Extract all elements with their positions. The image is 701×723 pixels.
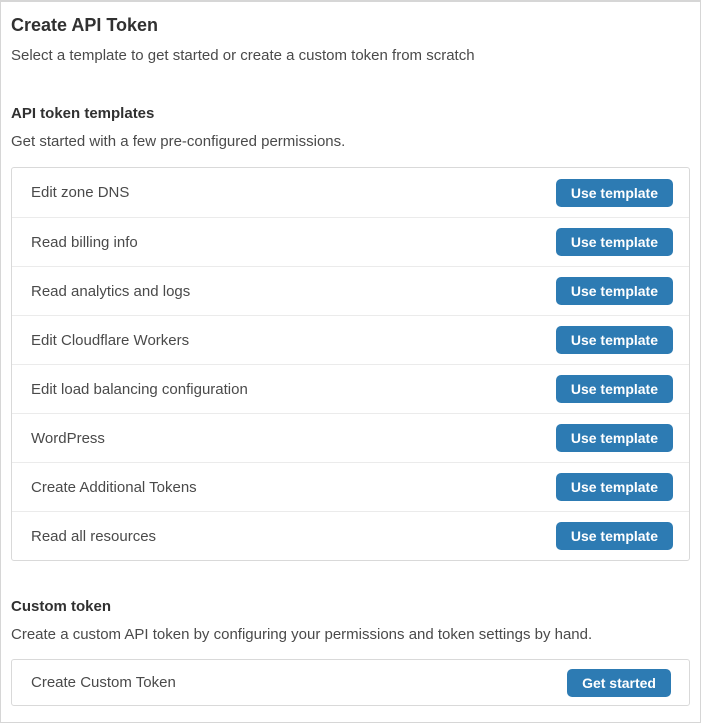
get-started-button[interactable]: Get started — [567, 669, 671, 697]
use-template-button[interactable]: Use template — [556, 277, 673, 305]
custom-token-section-heading: Custom token — [11, 598, 112, 615]
template-row-read-analytics-and-logs — [12, 266, 689, 315]
template-name: Read all resources — [31, 527, 157, 545]
template-row-create-additional-tokens — [12, 462, 689, 511]
template-row-read-billing-info — [12, 217, 689, 266]
template-list — [11, 167, 690, 561]
page-title: Create API Token — [11, 15, 159, 35]
template-row-read-all-resources — [12, 511, 689, 560]
template-row-edit-cloudflare-workers — [12, 315, 689, 364]
template-name: Read billing info — [31, 233, 138, 251]
page-subtitle: Select a template to get started or create a custom token from scratch — [11, 47, 475, 64]
template-row-edit-zone-dns — [12, 168, 689, 217]
create-custom-token-label: Create Custom Token — [31, 674, 176, 691]
template-name: Edit zone DNS — [31, 184, 130, 201]
use-template-button[interactable]: Use template — [556, 179, 673, 207]
template-row-wordpress — [12, 413, 689, 462]
template-name: WordPress — [31, 429, 105, 447]
use-template-button[interactable]: Use template — [556, 228, 673, 256]
use-template-button[interactable]: Use template — [556, 522, 673, 550]
template-name: Create Additional Tokens — [31, 478, 197, 496]
template-name: Edit load balancing configuration — [31, 380, 248, 398]
create-custom-token-row — [11, 659, 690, 706]
template-name: Read analytics and logs — [31, 282, 191, 300]
custom-token-section-description: Create a custom API token by configuring your permissions and token settings by hand. — [11, 626, 593, 643]
templates-section-description: Get started with a few pre-configured permissions. — [11, 133, 346, 150]
use-template-button[interactable]: Use template — [556, 375, 673, 403]
use-template-button[interactable]: Use template — [556, 326, 673, 354]
use-template-button[interactable]: Use template — [556, 473, 673, 501]
template-name: Edit Cloudflare Workers — [31, 331, 190, 349]
templates-section-heading: API token templates — [11, 105, 155, 122]
template-row-edit-load-balancing-configuration — [12, 364, 689, 413]
use-template-button[interactable]: Use template — [556, 424, 673, 452]
